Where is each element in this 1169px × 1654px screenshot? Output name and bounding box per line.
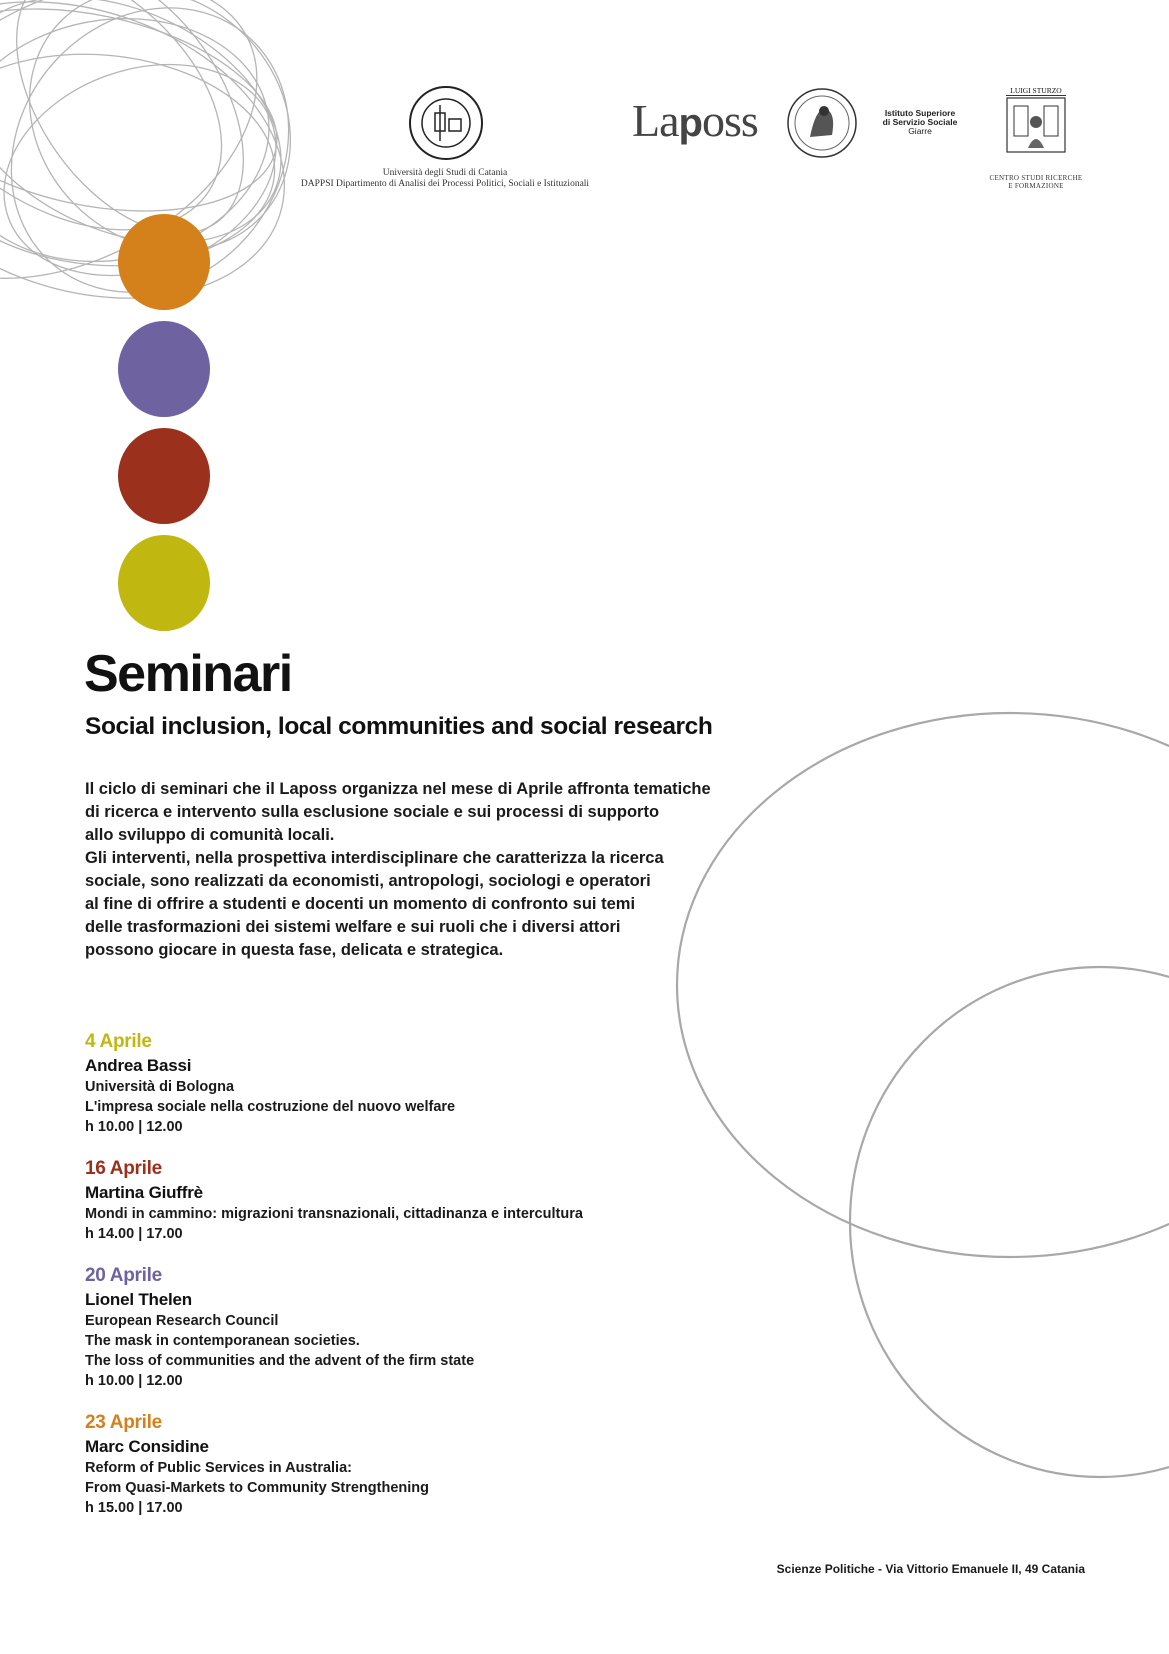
laposs-logo-prefix: La <box>632 95 679 146</box>
seminar-detail: The mask in contemporanean societies. <box>85 1333 360 1349</box>
second-ellipse <box>850 967 1169 1477</box>
sturzo-caption-line1: CENTRO STUDI RICERCHE <box>989 174 1083 182</box>
seminar-time: h 15.00 | 17.00 <box>85 1500 183 1516</box>
seminar-item <box>85 1264 725 1391</box>
seminar-detail: The loss of communities and the advent of the firm state <box>85 1353 475 1369</box>
page-subtitle: Social inclusion, local communities and social research <box>85 713 713 740</box>
page-title: Seminari <box>84 645 292 703</box>
isss-caption <box>878 109 962 136</box>
seminar-detail: From Quasi-Markets to Community Strengthening <box>85 1480 429 1496</box>
purple-dot <box>118 321 210 417</box>
seminar-detail: Università di Bologna <box>85 1079 235 1095</box>
seminar-date: 20 Aprile <box>85 1265 162 1286</box>
seminar-item <box>85 1030 725 1137</box>
seminar-time: h 10.00 | 12.00 <box>85 1373 183 1389</box>
seminar-speaker: Lionel Thelen <box>85 1290 192 1309</box>
intro-line: Gli interventi, nella prospettiva interdisciplinare che caratterizza la ricerca <box>85 849 664 867</box>
laposs-logo-suffix: oss <box>701 95 758 146</box>
sturzo-caption-line2: E FORMAZIONE <box>1008 182 1064 190</box>
intro-line: al fine di offrire a studenti e docenti un momento di confronto sui temi <box>85 895 636 913</box>
sturzo-label: LUIGI STURZO <box>1006 86 1066 96</box>
header-logos <box>0 0 1169 200</box>
sturzo-logo <box>1006 86 1066 156</box>
unict-caption-line1: Università degli Studi di Catania <box>382 168 508 178</box>
intro-line: delle trasformazioni dei sistemi welfare e sui ruoli che i diversi attori <box>85 918 621 936</box>
seminar-detail: Reform of Public Services in Australia: <box>85 1460 352 1476</box>
seminar-item <box>85 1157 725 1244</box>
seminar-date: 16 Aprile <box>85 1158 162 1179</box>
sturzo-caption <box>976 174 1096 190</box>
intro-line: Il ciclo di seminari che il Laposs organizza nel mese di Aprile affronta tematiche <box>85 780 711 798</box>
seminar-date: 23 Aprile <box>85 1412 162 1433</box>
seminar-detail: European Research Council <box>85 1313 279 1329</box>
seminar-detail: Mondi in cammino: migrazioni transnazionali, cittadinanza e intercultura <box>85 1206 583 1222</box>
seminar-time: h 14.00 | 17.00 <box>85 1226 183 1242</box>
isss-seal-icon <box>786 87 858 159</box>
laposs-logo-p: p <box>678 101 702 145</box>
seminar-list <box>85 1030 725 1538</box>
seminar-speaker: Martina Giuffrè <box>85 1183 203 1202</box>
seminar-time: h 10.00 | 12.00 <box>85 1119 183 1135</box>
seminar-speaker: Andrea Bassi <box>85 1056 192 1075</box>
olive-dot <box>118 535 210 631</box>
unict-caption <box>280 168 610 190</box>
seminar-item <box>85 1411 725 1518</box>
unict-seal-icon <box>408 85 484 161</box>
laposs-logo <box>632 95 758 146</box>
unict-caption-line2: DAPPSI Dipartimento di Analisi dei Processi Politici, Sociali e Istituzionali <box>300 179 590 189</box>
intro-paragraph <box>85 778 765 962</box>
isss-line2: di Servizio Sociale <box>882 117 958 127</box>
intro-line: allo sviluppo di comunità locali. <box>85 826 335 844</box>
orange-dot <box>118 214 210 310</box>
isss-line1: Istituto Superiore <box>884 108 956 118</box>
seminar-detail: L'impresa sociale nella costruzione del nuovo welfare <box>85 1099 456 1115</box>
red-dot <box>118 428 210 524</box>
intro-line: di ricerca e intervento sulla esclusione sociale e sui processi di supporto <box>85 803 660 821</box>
seminar-date: 4 Aprile <box>85 1031 152 1052</box>
isss-line3: Giarre <box>908 126 932 136</box>
intro-line: sociale, sono realizzati da economisti, antropologi, sociologi e operatori <box>85 872 651 890</box>
intro-line: possono giocare in questa fase, delicata e strategica. <box>85 941 504 959</box>
seminar-speaker: Marc Considine <box>85 1437 209 1456</box>
footer-address: Scienze Politiche - Via Vittorio Emanuele II, 49 Catania <box>776 1562 1085 1576</box>
sturzo-engraving-icon <box>1006 96 1066 154</box>
